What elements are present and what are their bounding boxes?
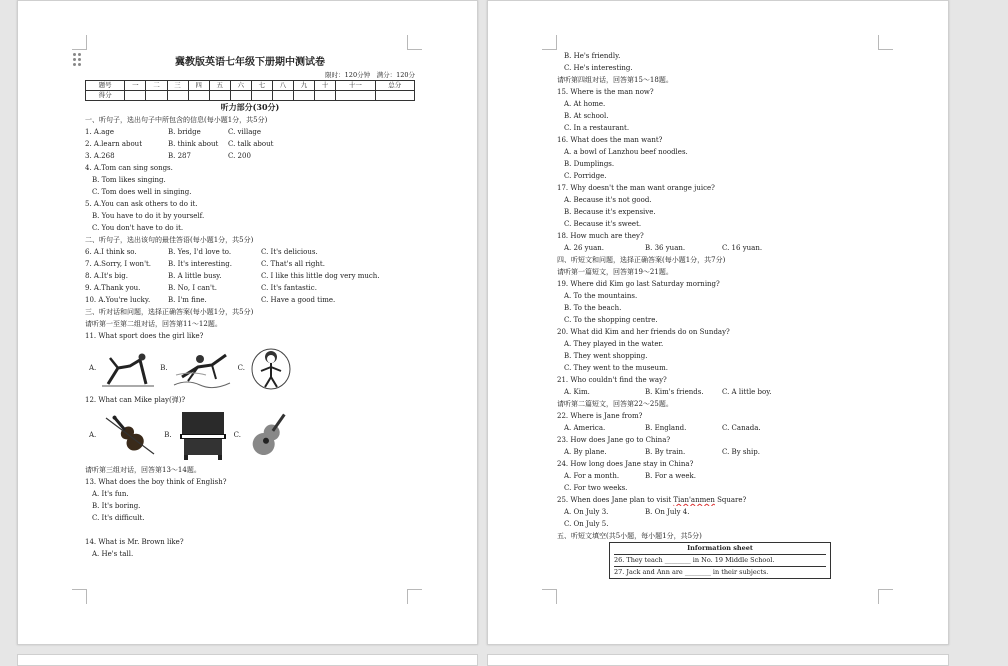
question-line: 15. Where is the man now?	[557, 88, 654, 96]
gymnastics-picture	[100, 346, 156, 390]
jump-rope-picture	[249, 345, 293, 391]
option: A. a bowl of Lanzhou beef noodles.	[564, 148, 688, 156]
option: C. It's difficult.	[92, 514, 145, 522]
question-row	[557, 470, 887, 482]
picture-label: C.	[237, 364, 245, 372]
section-title: 三、听对话和问题，选择正确答案(每小题1分，共5分)	[85, 308, 254, 316]
score-cell: 五	[209, 81, 230, 91]
score-cell[interactable]	[188, 91, 209, 101]
crop-mark	[72, 35, 87, 50]
blank-line	[85, 524, 415, 536]
question-line: 14. What is Mr. Brown like?	[85, 538, 184, 546]
question-line: 11. What sport does the girl like?	[85, 332, 204, 340]
score-cell[interactable]	[230, 91, 251, 101]
option: C. In a restaurant.	[564, 124, 630, 132]
option: C. Because it's sweet.	[564, 220, 642, 228]
crop-mark	[878, 589, 893, 604]
option: C. village	[228, 128, 262, 136]
option: 2. A.learn about	[85, 140, 143, 148]
option: B. bridge	[168, 128, 201, 136]
option: C. It's delicious.	[261, 248, 318, 256]
picture-label: C.	[233, 431, 241, 439]
picture-label: B.	[160, 364, 168, 372]
option: 8. A.It's big.	[85, 272, 128, 280]
section-intro: 请听第四组对话，回答第15～18题。	[557, 76, 673, 84]
question-row	[557, 506, 887, 518]
option: C. To the shopping centre.	[564, 316, 658, 324]
option: B. 287	[168, 152, 191, 160]
question-row	[85, 282, 415, 294]
score-table	[85, 80, 415, 101]
option: A. To the mountains.	[564, 292, 638, 300]
score-cell: 题号	[86, 81, 125, 91]
option: C. Canada.	[722, 424, 761, 432]
score-cell[interactable]	[375, 91, 415, 101]
option: C. That's all right.	[261, 260, 325, 268]
spellcheck-word[interactable]: Tian'anmen	[673, 496, 715, 504]
option: B. Tom likes singing.	[92, 176, 166, 184]
section-intro: 请听第一至第二组对话，回答第11～12题。	[85, 320, 222, 328]
question-text: Square?	[714, 496, 747, 504]
crop-mark	[542, 589, 557, 604]
question-line: 24. How long does Jane stay in China?	[557, 460, 694, 468]
question-row	[85, 138, 415, 150]
option: C. talk about	[228, 140, 274, 148]
question-line: 23. How does Jane go to China?	[557, 436, 671, 444]
q11-pictures	[85, 342, 415, 394]
option: C. Have a good time.	[261, 296, 336, 304]
option: B. It's interesting.	[168, 260, 232, 268]
crop-mark	[72, 589, 87, 604]
score-cell[interactable]	[167, 91, 188, 101]
crop-mark	[878, 35, 893, 50]
q12-pictures	[85, 406, 415, 464]
score-cell: 八	[272, 81, 293, 91]
option: B. Yes, I'd love to.	[168, 248, 232, 256]
info-line-27: 27. Jack and Ann are ________ in their subjects.	[614, 566, 826, 578]
question-line	[557, 494, 887, 506]
score-cell: 十一	[336, 81, 375, 91]
information-sheet	[609, 542, 831, 579]
exam-title: 冀教版英语七年级下册期中测试卷	[175, 57, 325, 68]
option: B. No, I can't.	[168, 284, 217, 292]
option: A. They played in the water.	[564, 340, 664, 348]
score-cell: 得分	[86, 91, 125, 101]
exam-meta: 限时：120分钟 满分：120分	[325, 71, 415, 79]
picture-label: A.	[89, 431, 97, 439]
option: A. At home.	[564, 100, 606, 108]
option: C. 200	[228, 152, 251, 160]
score-cell[interactable]	[146, 91, 167, 101]
option: 1. A.age	[85, 128, 114, 136]
option: C. By ship.	[722, 448, 760, 456]
option: 3. A.268	[85, 152, 115, 160]
score-cell[interactable]	[315, 91, 336, 101]
question-line: 12. What can Mike play(弹)?	[85, 396, 186, 404]
option: A. For a month.	[564, 472, 620, 480]
score-cell: 总分	[375, 81, 415, 91]
score-cell: 四	[188, 81, 209, 91]
question-line: 22. Where is Jane from?	[557, 412, 643, 420]
crop-mark	[542, 35, 557, 50]
guitar-picture	[245, 408, 295, 462]
option: C. They went to the museum.	[564, 364, 668, 372]
option: C. He's interesting.	[564, 64, 633, 72]
section-intro: 请听第一篇短文，回答第19～21题。	[557, 268, 673, 276]
question-line: 16. What does the man want?	[557, 136, 663, 144]
option: A. It's fun.	[92, 490, 129, 498]
score-cell: 九	[293, 81, 314, 91]
option: B. It's boring.	[92, 502, 141, 510]
section-title: 五、听短文填空(共5小题，每小题1分，共5分)	[557, 532, 702, 540]
question-line: 19. Where did Kim go last Saturday morning?	[557, 280, 720, 288]
option: B. 36 yuan.	[645, 244, 686, 252]
option: 7. A.Sorry, I won't.	[85, 260, 152, 268]
option: C. 16 yuan.	[722, 244, 763, 252]
score-cell[interactable]	[209, 91, 230, 101]
option: 10. A.You're lucky.	[85, 296, 151, 304]
option: B. You have to do it by yourself.	[92, 212, 205, 220]
question-row	[557, 242, 887, 254]
option: A. By plane.	[564, 448, 607, 456]
question-line: 17. Why doesn't the man want orange juice?	[557, 184, 715, 192]
option: B. think about	[168, 140, 219, 148]
question-row	[85, 126, 415, 138]
option: C. Porridge.	[564, 172, 607, 180]
option: B. I'm fine.	[168, 296, 207, 304]
section-title: 一、听句子，选出句子中所包含的信息(每小题1分，共5分)	[85, 116, 268, 124]
picture-label: A.	[89, 364, 97, 372]
option: C. You don't have to do it.	[92, 224, 184, 232]
score-cell[interactable]	[125, 91, 146, 101]
option: 6. A.I think so.	[85, 248, 137, 256]
question-row	[557, 422, 887, 434]
question-line: 20. What did Kim and her friends do on Sunday?	[557, 328, 730, 336]
next-page-1-edge	[17, 654, 478, 666]
information-sheet-heading: Information sheet	[687, 544, 753, 552]
table-move-handle-icon[interactable]	[73, 53, 83, 69]
listening-heading: 听力部分(30分)	[220, 102, 280, 112]
option: A. America.	[564, 424, 606, 432]
option: B. By train.	[645, 448, 686, 456]
question-row	[85, 270, 415, 282]
question-row	[85, 246, 415, 258]
section-intro: 请听第二篇短文，回答第22～25题。	[557, 400, 673, 408]
info-line-26: 26. They teach ________ in No. 19 Middle School.	[614, 554, 826, 566]
document-page-2	[487, 0, 949, 645]
picture-label: B.	[164, 431, 172, 439]
question-line: 13. What does the boy think of English?	[85, 478, 227, 486]
section-title: 二、听句子，选出该句的最佳答语(每小题1分，共5分)	[85, 236, 254, 244]
score-cell: 三	[167, 81, 188, 91]
option: B. He's friendly.	[564, 52, 621, 60]
page-1-content	[85, 54, 415, 560]
option: B. At school.	[564, 112, 609, 120]
score-cell[interactable]	[251, 91, 272, 101]
crop-mark	[407, 589, 422, 604]
option: A. Because it's not good.	[564, 196, 652, 204]
option: C. On July 5.	[564, 520, 609, 528]
score-cell: 十	[315, 81, 336, 91]
option: A. He's tall.	[92, 550, 134, 558]
option: B. For a week.	[645, 472, 696, 480]
option: B. To the beach.	[564, 304, 622, 312]
question-line: 4. A.Tom can sing songs.	[85, 164, 173, 172]
piano-picture	[176, 408, 230, 462]
question-row	[557, 446, 887, 458]
question-row	[85, 150, 415, 162]
option: C. Tom does well in singing.	[92, 188, 192, 196]
question-row	[85, 258, 415, 270]
option: C. I like this little dog very much.	[261, 272, 380, 280]
next-page-2-edge	[487, 654, 949, 666]
question-text: 25. When does Jane plan to visit	[557, 496, 674, 504]
section-title: 四、听短文和问题，选择正确答案(每小题1分，共7分)	[557, 256, 726, 264]
score-cell[interactable]	[272, 91, 293, 101]
option: B. Dumplings.	[564, 160, 615, 168]
option: B. On July 4.	[645, 508, 690, 516]
option: A. Kim.	[564, 388, 590, 396]
violin-picture	[100, 408, 160, 462]
section-intro: 请听第三组对话，回答第13～14题。	[85, 466, 201, 474]
option: C. It's fantastic.	[261, 284, 317, 292]
score-cell: 六	[230, 81, 251, 91]
score-cell: 二	[146, 81, 167, 91]
option: B. They went shopping.	[564, 352, 648, 360]
score-cell[interactable]	[336, 91, 375, 101]
question-row	[85, 294, 415, 306]
question-line: 5. A.You can ask others to do it.	[85, 200, 198, 208]
score-cell: 一	[125, 81, 146, 91]
option: B. A little busy.	[168, 272, 222, 280]
option: B. England.	[645, 424, 687, 432]
page-2-content	[557, 50, 887, 579]
option: C. For two weeks.	[564, 484, 628, 492]
option: C. A little boy.	[722, 388, 772, 396]
question-line: 18. How much are they?	[557, 232, 644, 240]
option: B. Kim's friends.	[645, 388, 704, 396]
score-cell: 七	[251, 81, 272, 91]
score-cell[interactable]	[293, 91, 314, 101]
option: A. 26 yuan.	[564, 244, 605, 252]
option: A. On July 3.	[564, 508, 609, 516]
question-line: 21. Who couldn't find the way?	[557, 376, 667, 384]
swimming-picture	[172, 345, 234, 391]
option: B. Because it's expensive.	[564, 208, 656, 216]
question-row	[557, 386, 887, 398]
document-page-1	[17, 0, 478, 645]
crop-mark	[407, 35, 422, 50]
option: 9. A.Thank you.	[85, 284, 141, 292]
